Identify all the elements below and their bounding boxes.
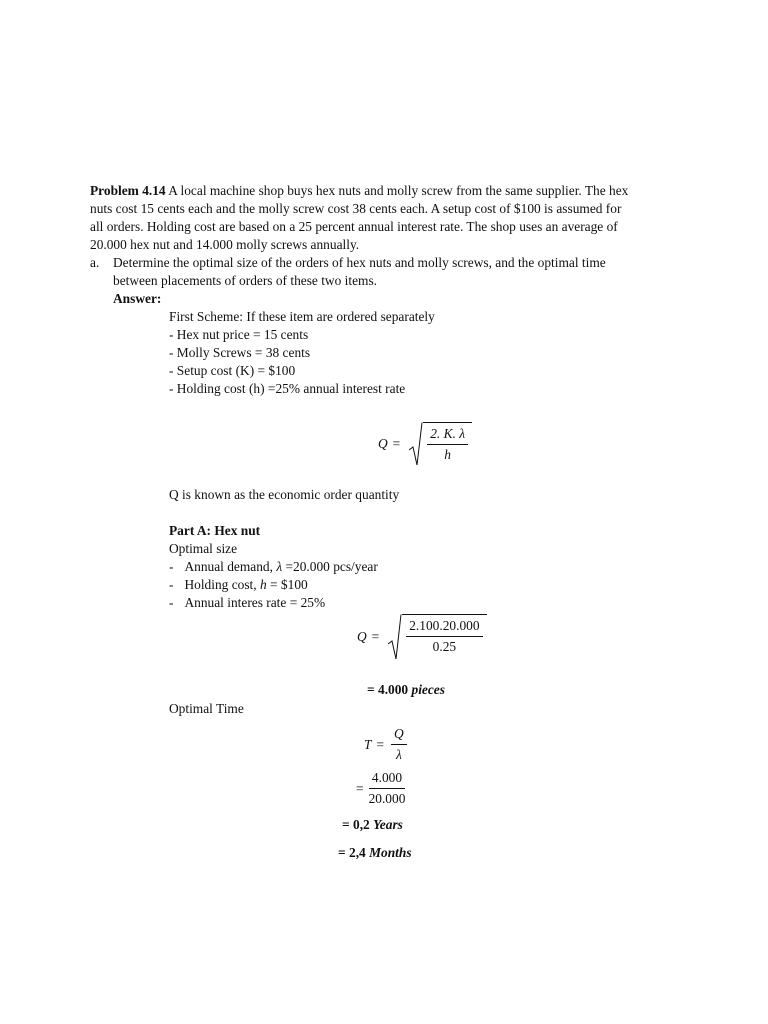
q-result-equals: =	[367, 682, 375, 697]
t-formula	[364, 726, 409, 763]
months-value: 2,4	[349, 845, 366, 860]
radical-sign-icon	[409, 422, 423, 466]
eoq-formula	[378, 422, 472, 466]
question-a-marker: a.	[90, 255, 100, 270]
parameter-item	[169, 558, 378, 576]
optimal-size-heading: Optimal size	[169, 541, 238, 556]
item-value: =20.000 pcs/year	[282, 559, 378, 574]
answer-bullet: - Hex nut price = 15 cents	[169, 327, 309, 342]
item-text: Holding cost,	[184, 577, 260, 592]
lambda-symbol: λ	[276, 559, 283, 574]
q-fraction	[406, 618, 482, 655]
part-a-heading: Part A: Hex nut	[169, 523, 261, 538]
problem-line-3: all orders. Holding cost are based on a 25 percent annual interest rate. The shop uses an average of	[90, 219, 618, 234]
q-result	[367, 681, 445, 699]
question-a-line-2: between placements of orders of these two items.	[113, 273, 378, 288]
problem-line-1	[90, 182, 672, 200]
q-result-value: 4.000	[378, 682, 409, 697]
item-text: Annual interes rate = 25%	[184, 595, 326, 610]
q-result-unit: pieces	[411, 682, 445, 697]
answer-bullet: - Holding cost (h) =25% annual interest rate	[169, 381, 406, 396]
t-calc-fraction	[366, 770, 409, 807]
item-value: = $100	[266, 577, 308, 592]
t-lhs: T	[364, 736, 372, 752]
t-result-years	[342, 816, 403, 834]
answer-heading: Answer:	[113, 291, 162, 306]
eoq-denominator: h	[444, 447, 451, 462]
q-denominator: 0.25	[432, 639, 457, 654]
q-equals: =	[371, 629, 380, 644]
item-dash: -	[169, 577, 174, 592]
t-equals: =	[376, 736, 385, 752]
optimal-time-heading: Optimal Time	[169, 701, 244, 716]
eoq-fraction	[427, 426, 468, 463]
parameter-item	[169, 594, 325, 612]
t-calc-denominator: 20.000	[368, 791, 406, 806]
h-symbol: h	[259, 577, 267, 592]
t-calc-equals: =	[356, 780, 364, 796]
years-unit: Years	[373, 817, 403, 832]
years-value: 0,2	[353, 817, 370, 832]
months-unit: Months	[369, 845, 412, 860]
answer-bullet: - Setup cost (K) = $100	[169, 363, 296, 378]
t-fraction	[391, 726, 407, 763]
t-numerator: Q	[391, 726, 407, 745]
eoq-note: Q is known as the economic order quantity	[169, 487, 400, 502]
parameter-item	[169, 576, 308, 594]
t-calculation	[356, 770, 410, 807]
question-a-line-1: Determine the optimal size of the orders of hex nuts and molly screws, and the optimal time	[113, 255, 606, 270]
problem-intro-1: A local machine shop buys hex nuts and molly screw from the same supplier. The hex	[168, 183, 629, 198]
eoq-equals: =	[392, 436, 401, 451]
eoq-lhs: Q	[378, 436, 388, 451]
item-dash: -	[169, 595, 174, 610]
square-root	[409, 422, 472, 466]
item-dash: -	[169, 559, 174, 574]
problem-line-2: nuts cost 15 cents each and the molly screw cost 38 cents each. A setup cost of $100 is assumed for	[90, 201, 622, 216]
q-lhs: Q	[357, 629, 367, 644]
square-root	[388, 614, 486, 660]
answer-bullet: - Molly Screws = 38 cents	[169, 345, 311, 360]
t-denominator: λ	[395, 747, 402, 762]
years-equals: =	[342, 817, 350, 832]
t-result-months	[338, 844, 412, 862]
q-calculation	[357, 614, 487, 660]
q-numerator: 2.100.20.000	[406, 618, 482, 637]
problem-line-4: 20.000 hex nut and 14.000 molly screws annually.	[90, 237, 360, 252]
eoq-numerator: 2. K. λ	[427, 426, 468, 445]
problem-label: Problem 4.14	[90, 183, 166, 198]
item-text: Annual demand,	[184, 559, 277, 574]
radical-sign-icon	[388, 614, 402, 660]
t-calc-numerator: 4.000	[369, 770, 405, 789]
months-equals: =	[338, 845, 346, 860]
first-scheme-text: First Scheme: If these item are ordered separately	[169, 309, 435, 324]
